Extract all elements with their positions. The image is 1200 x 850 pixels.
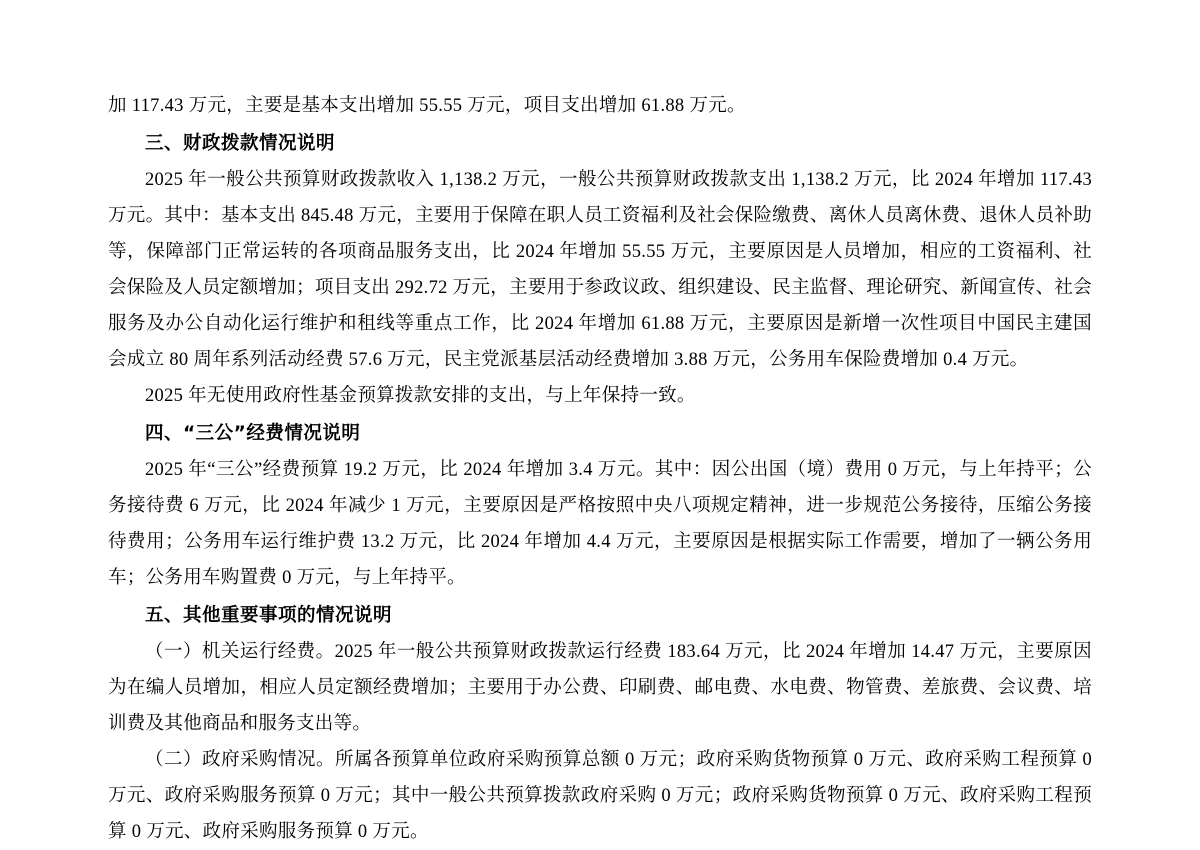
paragraph-government-procurement: （二）政府采购情况。所属各预算单位政府采购预算总额 0 万元；政府采购货物预算 0 万元、政府采购工程预算 0 万元、政府采购服务预算 0 万元；其中一般公共预算拨款政府采购 0 万元；政府采购货物预算 0 万元、政府采购工程预算 0 万元、政府采购服务预算 0 万元。 [108,750,1092,842]
document-body [108,88,1092,850]
section-heading-four: 四、“三公”经费情况说明 [145,423,361,444]
paragraph-government-fund: 2025 年无使用政府性基金预算拨款安排的支出，与上年保持一致。 [145,386,696,406]
paragraph-three-public-expenses: 2025 年“三公”经费预算 19.2 万元，比 2024 年增加 3.4 万元。其中：因公出国（境）费用 0 万元，与上年持平；公务接待费 6 万元，比 2024 年减少 1 万元，主要原因是严格按照中央八项规定精神，进一步规范公务接待，压缩公务接待费用；公务用车运行维护费 13.2 万元，比 2024 年增加 4.4 万元，主要原因是根据实际工作需要，增加了一辆公务用车；公务用车购置费 0 万元，与上年持平。 [108,460,1092,588]
paragraph-fiscal-appropriation: 2025 年一般公共预算财政拨款收入 1,138.2 万元，一般公共预算财政拨款支出 1,138.2 万元，比 2024 年增加 117.43 万元。其中：基本支出 845.48 万元，主要用于保障在职人员工资福利及社会保险缴费、离休人员离休费、退休人员补助等，保障部门正常运转的各项商品服务支出，比 2024 年增加 55.55 万元，主要原因是人员增加，相应的工资福利、社会保险及人员定额增加；项目支出 292.72 万元，主要用于参政议政、组织建设、民主监督、理论研究、新闻宣传、社会服务及办公自动化运行维护和租线等重点工作，比 2024 年增加 61.88 万元，主要原因是新增一次性项目中国民主建国会成立 80 周年系列活动经费 57.6 万元，民主党派基层活动经费增加 3.88 万元，公务用车保险费增加 0.4 万元。 [108,170,1092,370]
paragraph-operating-expenses: （一）机关运行经费。2025 年一般公共预算财政拨款运行经费 183.64 万元，比 2024 年增加 14.47 万元，主要原因为在编人员增加，相应人员定额经费增加；主要用于办公费、印刷费、邮电费、水电费、物管费、差旅费、会议费、培训费及其他商品和服务支出等。 [108,642,1092,734]
paragraph-continuation: 加 117.43 万元，主要是基本支出增加 55.55 万元，项目支出增加 61.88 万元。 [108,96,746,116]
section-heading-five: 五、其他重要事项的情况说明 [145,605,393,626]
section-heading-three: 三、财政拨款情况说明 [145,133,336,154]
